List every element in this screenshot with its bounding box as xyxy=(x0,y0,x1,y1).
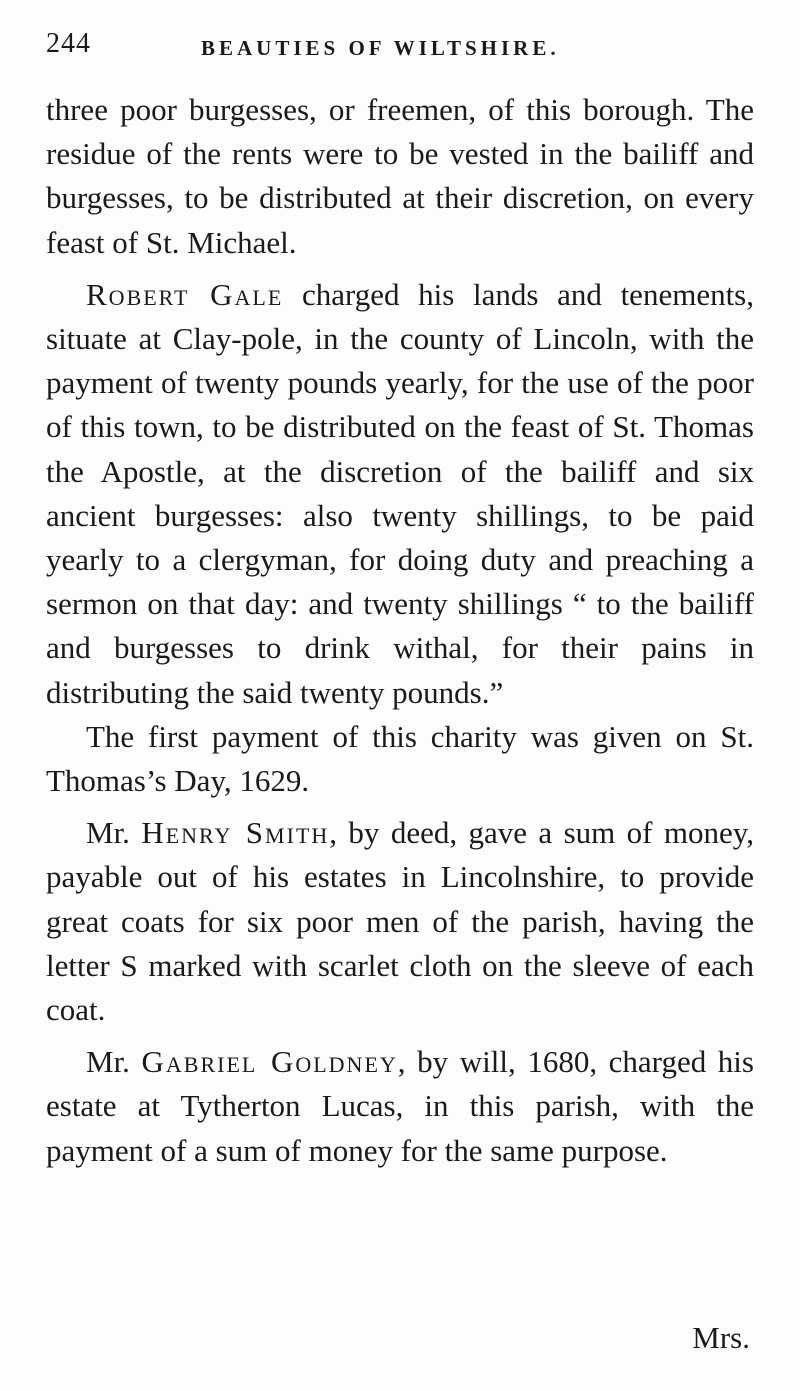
person-name-henry-smith: Henry Smith xyxy=(141,815,330,851)
person-name-gabriel-goldney: Gabriel Goldney xyxy=(141,1044,398,1080)
title-prefix: Mr. xyxy=(86,1044,142,1080)
paragraph-henry-smith xyxy=(46,811,754,1032)
running-title: BEAUTIES OF WILTSHIRE. xyxy=(201,36,560,60)
paragraph-text: , by will, 1680, charged his estate at Tytherton Lucas, in this parish, with the payment of a sum of money for the same purpose. xyxy=(46,1044,754,1168)
paragraph-borough xyxy=(46,88,754,265)
paragraph-robert-gale xyxy=(46,273,754,715)
person-name-robert-gale: Robert Gale xyxy=(86,276,284,312)
paragraph-text: three poor burgesses, or freemen, of this borough. The residue of the rents were to be vested in the bailiff and burgesses, to be distributed at their discretion, on every feast of St. Michael. xyxy=(46,92,754,260)
paragraph-text: charged his lands and tenements, situate at Clay-pole, in the county of Lincoln, with the payment of twenty pounds yearly, for the use of the poor of this town, to be distributed on the feast of St. Thomas the Apostle, at the discretion of the bailiff and six ancient burgesses: also twenty shillings, to be paid yearly to a clergyman, for doing duty and preaching a sermon on that day: and twenty shillings “ to the bailiff and burgesses to drink withal, for their pains in distributing the said twenty pounds.” xyxy=(46,276,754,710)
paragraph-first-payment xyxy=(46,715,754,803)
page-number: 244 xyxy=(46,28,91,59)
paragraph-text: , by deed, gave a sum of money, payable out of his estates in Lincolnshire, to provide great coats for six poor men of the parish, having the letter S marked with scarlet cloth on the sleeve of each coat. xyxy=(46,815,755,1028)
title-prefix: Mr. xyxy=(86,815,142,851)
running-head xyxy=(46,28,756,68)
paragraph-text: The first payment of this charity was given on St. Thomas’s Day, 1629. xyxy=(46,718,754,799)
catchword: Mrs. xyxy=(692,1320,750,1355)
body-text xyxy=(46,88,754,1173)
paragraph-gabriel-goldney xyxy=(46,1040,754,1173)
